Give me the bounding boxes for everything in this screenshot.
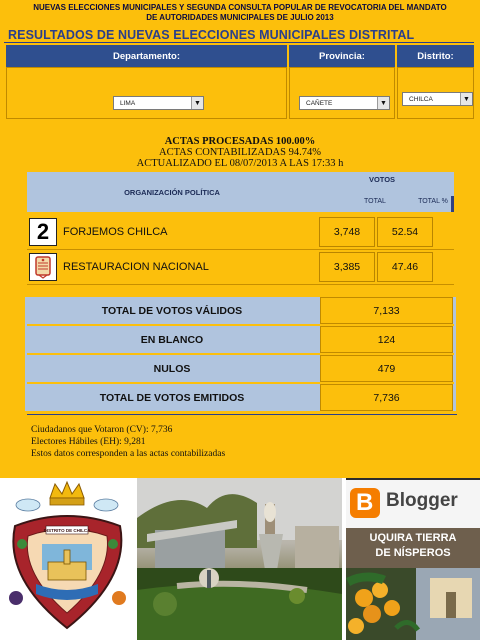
provincia-cell [289, 67, 395, 119]
pct-column-header: TOTAL % [418, 198, 448, 205]
summary-value: 479 [320, 355, 453, 382]
title-line-2: DE AUTORIDADES MUNICIPALES DE JULIO 2013 [146, 13, 334, 22]
chevron-down-icon: ▼ [191, 97, 203, 109]
blogger-caption-1: UQUIRA TIERRA [369, 532, 457, 544]
departamento-header: Departamento: [6, 45, 287, 67]
actas-contabilizadas: ACTAS CONTABILIZADAS 94.74% [159, 147, 321, 158]
org-column-header: ORGANIZACIÓN POLÍTICA [124, 187, 220, 197]
party-pct: 47.46 [377, 252, 433, 282]
party-name: FORJEMOS CHILCA [63, 226, 168, 238]
divider [4, 42, 474, 43]
page-subtitle: RESULTADOS DE NUEVAS ELECCIONES MUNICIPALES DISTRITAL [8, 28, 415, 42]
provincia-value: CAÑETE [306, 99, 333, 107]
provincia-header: Provincia: [289, 45, 395, 67]
party-pct: 52.54 [377, 217, 433, 247]
table-row [27, 250, 454, 284]
blogger-logo-icon: B [350, 488, 380, 518]
blogger-brand: Blogger [386, 490, 458, 511]
departamento-cell [6, 67, 287, 119]
blogger-caption-2: DE NÍSPEROS [375, 547, 451, 559]
actualizado-label: ACTUALIZADO EL 08/07/2013 A LAS 17:33 h [136, 158, 344, 169]
summary-label: NULOS [27, 355, 317, 382]
summary-value: 7,736 [320, 384, 453, 411]
chilca-plaza-photo [137, 478, 342, 640]
blogger-banner[interactable] [346, 478, 480, 640]
summary-label: EN BLANCO [27, 326, 317, 353]
page-title [0, 3, 480, 23]
results-table-header [27, 172, 454, 212]
departamento-select[interactable] [113, 96, 204, 110]
blogger-caption-box [346, 528, 480, 568]
title-line-1: NUEVAS ELECCIONES MUNICIPALES Y SEGUNDA CONSULTA POPULAR DE REVOCATORIA DEL MANDATO [33, 3, 447, 12]
total-column-header: TOTAL [364, 198, 386, 205]
plaza-photo-icon [137, 478, 342, 640]
departamento-value: LIMA [120, 99, 136, 107]
party-logo-forjemos [29, 218, 57, 246]
divider [27, 414, 457, 415]
provincia-select[interactable] [299, 96, 390, 110]
scrollbar[interactable] [451, 196, 454, 212]
party-logo-restauracion [29, 253, 57, 281]
summary-value: 7,133 [320, 297, 453, 324]
electores-note: Electores Hábiles (EH): 9,281 [31, 437, 146, 447]
chevron-down-icon: ▼ [377, 97, 389, 109]
distrito-header: Distrito: [397, 45, 474, 67]
summary-label: TOTAL DE VOTOS VÁLIDOS [27, 297, 317, 324]
summary-value: 124 [320, 326, 453, 353]
distrito-select[interactable] [402, 92, 473, 106]
divider [27, 284, 454, 285]
estos-note: Estos datos corresponden a las actas contabilizadas [31, 449, 226, 459]
logo-number: 2 [36, 219, 50, 244]
party-total: 3,748 [319, 217, 375, 247]
summary-label: TOTAL DE VOTOS EMITIDOS [27, 384, 317, 411]
distrito-value: CHILCA [409, 95, 433, 103]
party-name: RESTAURACION NACIONAL [63, 261, 209, 273]
votos-column-header: VOTOS [368, 175, 396, 184]
loquat-photo-icon [346, 568, 480, 640]
shield-text: DISTRITO DE CHILCA [43, 528, 91, 533]
blogger-header [346, 480, 480, 528]
image-strip [0, 478, 480, 640]
chevron-down-icon: ▼ [460, 93, 472, 105]
distrito-cell [397, 67, 474, 119]
actas-procesadas: ACTAS PROCESADAS 100.00% [164, 136, 316, 147]
emblem-icon [32, 255, 54, 279]
coat-of-arms-icon [0, 478, 135, 640]
chilca-shield-image [0, 478, 135, 640]
table-row [27, 215, 454, 249]
ciudadanos-note: Ciudadanos que Votaron (CV): 7,736 [31, 425, 173, 435]
party-total: 3,385 [319, 252, 375, 282]
